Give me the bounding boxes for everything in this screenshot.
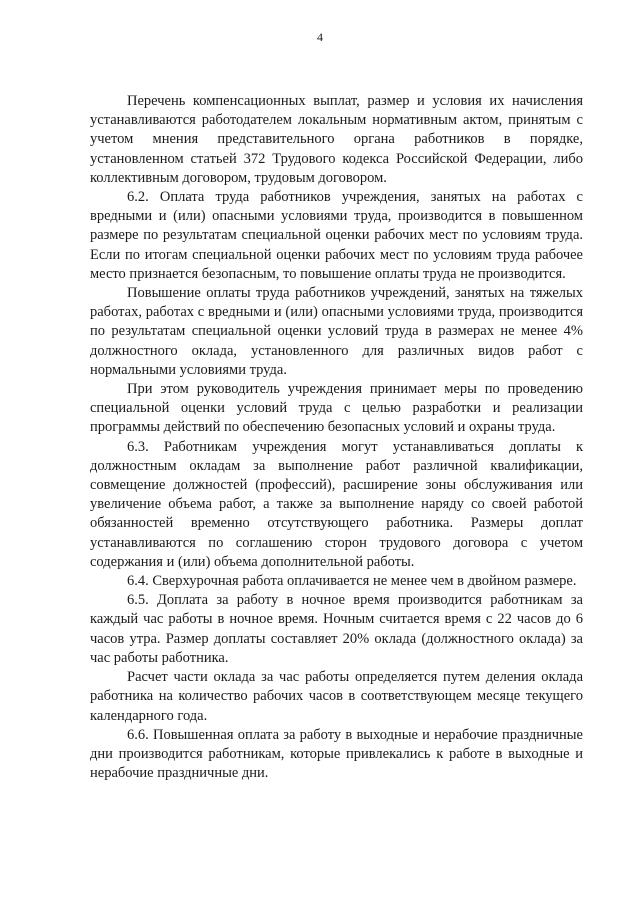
page-number: 4 [317,30,323,44]
paragraph-6-4: 6.4. Сверхурочная работа оплачивается не менее чем в двойном размере. [127,573,577,590]
paragraph-6-3: 6.3. Работникам учреждения могут устанавливаться доплаты к должностным окладам за выполнение работ различной квалификации, совмещение должностей (профессий), расширение зоны обслуживания или увеличение объема работ, а также за выполнение наряду со своей работой обязанностей временно отсутствующего работника. Размеры доплат устанавливаются по соглашению сторон трудового договора с учетом содержания и (или) объема дополнительной работы. [90,438,583,570]
paragraph-6-2: 6.2. Оплата труда работников учреждения, занятых на работах с вредными и (или) опасными условиями труда, производится в повышенном размере по результатам специальной оценки рабочих мест по условиям труда. Если по итогам специальной оценки рабочих мест по условиям труда рабочее место признается безопасным, то повышение оплаты труда не производится. [90,189,583,282]
paragraph-manager-measures: При этом руководитель учреждения принимает меры по проведению специальной оценки условий труда с целью разработки и реализации программы действий по обеспечению безопасных условий и охраны труда. [90,381,583,436]
paragraph-hourly-rate: Расчет части оклада за час работы определяется путем деления оклада работника на количество рабочих часов в соответствующем месяце текущего календарного года. [90,669,583,724]
paragraph-6-6: 6.6. Повышенная оплата за работу в выходные и нерабочие праздничные дни производится работникам, которые привлекались к работе в выходные и нерабочие праздничные дни. [90,726,583,782]
paragraph-compensation-list: Перечень компенсационных выплат, размер и условия их начисления устанавливаются работодателем локальным нормативным актом, принятым с учетом мнения представительного органа работников в порядке, установленном статьей 372 Трудового кодекса Российской Федерации, либо коллективным договором, трудовым договором. [90,93,583,186]
document-body [90,92,583,783]
paragraph-hard-work-increase: Повышение оплаты труда работников учреждений, занятых на тяжелых работах, работах с вредными и (или) опасными условиями труда, производится по результатам специальной оценки условий труда в размерах не менее 4% должностного оклада, установленного для различных видов работ с нормальными условиями труда. [90,285,583,378]
paragraph-6-5: 6.5. Доплата за работу в ночное время производится работникам за каждый час работы в ночное время. Ночным считается время с 22 часов до 6 часов утра. Размер доплаты составляет 20% оклада (должностного оклада) за час работы работника. [90,592,583,666]
